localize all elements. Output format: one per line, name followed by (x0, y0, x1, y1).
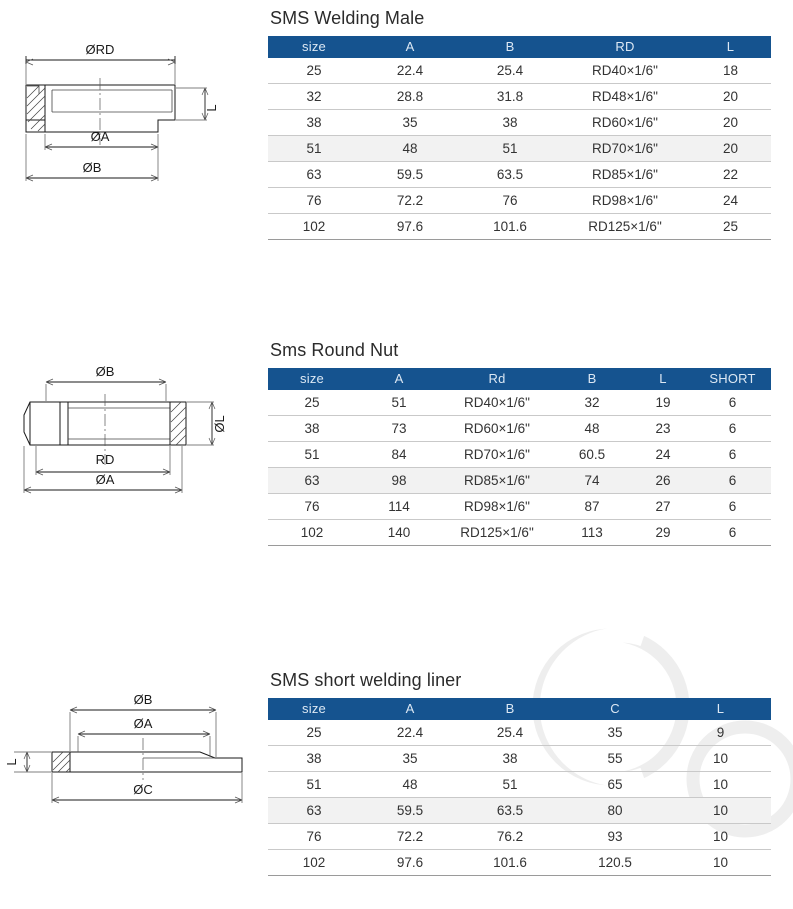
cell-a: 140 (356, 520, 442, 546)
col-size: size (268, 368, 356, 390)
cell-size: 51 (268, 772, 360, 798)
cell-size: 25 (268, 58, 360, 84)
section-sms-short-welding-liner (268, 670, 771, 876)
cell-a: 84 (356, 442, 442, 468)
cell-b: 60.5 (552, 442, 632, 468)
cell-l: 20 (690, 84, 771, 110)
label-a: ØA (133, 716, 153, 731)
cell-a: 72.2 (360, 824, 460, 850)
col-size: size (268, 36, 360, 58)
table-row (268, 442, 771, 468)
cell-l: 18 (690, 58, 771, 84)
cell-l: 25 (690, 214, 771, 240)
table-row (268, 746, 771, 772)
cell-l: 10 (670, 772, 771, 798)
cell-b: 25.4 (460, 58, 560, 84)
cell-a: 72.2 (360, 188, 460, 214)
col-c: C (560, 698, 670, 720)
cell-short: 6 (694, 416, 771, 442)
cell-short: 6 (694, 468, 771, 494)
cell-a: 97.6 (360, 850, 460, 876)
cell-c: 65 (560, 772, 670, 798)
cell-a: 114 (356, 494, 442, 520)
cell-l: 22 (690, 162, 771, 188)
table-row (268, 798, 771, 824)
cell-a: 48 (360, 136, 460, 162)
label-l: L (4, 758, 19, 766)
table-row (268, 850, 771, 876)
col-size: size (268, 698, 360, 720)
cell-a: 22.4 (360, 720, 460, 746)
cell-c: 80 (560, 798, 670, 824)
label-c: ØC (133, 782, 153, 797)
cell-a: 97.6 (360, 214, 460, 240)
col-a: A (360, 36, 460, 58)
cell-b: 31.8 (460, 84, 560, 110)
label-rd: ØRD (85, 42, 115, 57)
cell-a: 98 (356, 468, 442, 494)
cell-rd: RD40×1/6" (442, 390, 552, 416)
cell-rd: RD85×1/6" (442, 468, 552, 494)
page-title-welding-male: SMS Welding Male (270, 8, 425, 28)
cell-l: 27 (632, 494, 694, 520)
col-l: L (632, 368, 694, 390)
table-sms-short-welding-liner (268, 698, 771, 876)
label-a: ØA (95, 472, 115, 487)
table-sms-welding-male (268, 36, 771, 240)
cell-b: 51 (460, 136, 560, 162)
col-rd: RD (560, 36, 690, 58)
label-b: ØB (95, 364, 115, 379)
table-row (268, 520, 771, 546)
page-title-short-welding-liner: SMS short welding liner (270, 670, 462, 690)
cell-b: 101.6 (460, 214, 560, 240)
cell-rd: RD60×1/6" (442, 416, 552, 442)
cell-rd: RD98×1/6" (560, 188, 690, 214)
table-row (268, 494, 771, 520)
cell-rd: RD85×1/6" (560, 162, 690, 188)
cell-l: 23 (632, 416, 694, 442)
table-row (268, 162, 771, 188)
cell-size: 63 (268, 798, 360, 824)
cell-rd: RD125×1/6" (560, 214, 690, 240)
cell-a: 51 (356, 390, 442, 416)
cell-size: 51 (268, 136, 360, 162)
table-header-row (268, 36, 771, 58)
col-b: B (460, 36, 560, 58)
cell-l: 20 (690, 136, 771, 162)
cell-a: 22.4 (360, 58, 460, 84)
cell-rd: RD60×1/6" (560, 110, 690, 136)
label-rd: RD (95, 452, 115, 467)
cell-l: 29 (632, 520, 694, 546)
table-row (268, 720, 771, 746)
col-b: B (552, 368, 632, 390)
drawing-short-welding-liner (0, 680, 262, 815)
cell-size: 25 (268, 720, 360, 746)
cell-a: 35 (360, 746, 460, 772)
cell-l: 26 (632, 468, 694, 494)
col-b: B (460, 698, 560, 720)
cell-a: 59.5 (360, 798, 460, 824)
cell-size: 38 (268, 416, 356, 442)
cell-rd: RD98×1/6" (442, 494, 552, 520)
col-rd: Rd (442, 368, 552, 390)
cell-a: 73 (356, 416, 442, 442)
cell-size: 32 (268, 84, 360, 110)
cell-short: 6 (694, 442, 771, 468)
cell-b: 76.2 (460, 824, 560, 850)
cell-rd: RD70×1/6" (560, 136, 690, 162)
cell-size: 76 (268, 188, 360, 214)
cell-l: 10 (670, 746, 771, 772)
cell-size: 76 (268, 824, 360, 850)
drawing-round-nut (0, 360, 262, 530)
cell-size: 76 (268, 494, 356, 520)
cell-size: 102 (268, 520, 356, 546)
cell-size: 51 (268, 442, 356, 468)
cell-b: 101.6 (460, 850, 560, 876)
cell-b: 63.5 (460, 798, 560, 824)
cell-l: 10 (670, 824, 771, 850)
table-sms-round-nut (268, 368, 771, 546)
label-a: ØA (90, 129, 110, 144)
cell-b: 51 (460, 772, 560, 798)
cell-a: 48 (360, 772, 460, 798)
cell-b: 63.5 (460, 162, 560, 188)
col-a: A (356, 368, 442, 390)
cell-short: 6 (694, 520, 771, 546)
cell-short: 6 (694, 494, 771, 520)
cell-l: 10 (670, 850, 771, 876)
cell-b: 48 (552, 416, 632, 442)
cell-size: 25 (268, 390, 356, 416)
cell-c: 93 (560, 824, 670, 850)
table-row (268, 772, 771, 798)
label-b: ØB (133, 692, 153, 707)
cell-size: 63 (268, 468, 356, 494)
table-row (268, 468, 771, 494)
cell-l: 9 (670, 720, 771, 746)
col-short: SHORT (694, 368, 771, 390)
cell-l: 24 (632, 442, 694, 468)
table-row (268, 390, 771, 416)
cell-l: 10 (670, 798, 771, 824)
table-row (268, 110, 771, 136)
cell-size: 63 (268, 162, 360, 188)
cell-c: 120.5 (560, 850, 670, 876)
page-title-round-nut: Sms Round Nut (270, 340, 399, 360)
cell-rd: RD70×1/6" (442, 442, 552, 468)
cell-b: 38 (460, 110, 560, 136)
cell-c: 55 (560, 746, 670, 772)
table-row (268, 84, 771, 110)
table-row (268, 136, 771, 162)
cell-b: 76 (460, 188, 560, 214)
cell-l: 19 (632, 390, 694, 416)
cell-a: 35 (360, 110, 460, 136)
cell-b: 38 (460, 746, 560, 772)
label-b: ØB (82, 160, 102, 175)
col-a: A (360, 698, 460, 720)
cell-b: 25.4 (460, 720, 560, 746)
table-row (268, 58, 771, 84)
col-l: L (690, 36, 771, 58)
table-header-row (268, 698, 771, 720)
cell-b: 74 (552, 468, 632, 494)
cell-size: 38 (268, 110, 360, 136)
cell-c: 35 (560, 720, 670, 746)
cell-short: 6 (694, 390, 771, 416)
cell-l: 20 (690, 110, 771, 136)
cell-l: 24 (690, 188, 771, 214)
label-l-diameter: ØL (212, 415, 227, 433)
table-row (268, 214, 771, 240)
label-l: L (204, 104, 219, 112)
section-sms-welding-male (268, 8, 771, 240)
table-row (268, 188, 771, 214)
cell-a: 59.5 (360, 162, 460, 188)
section-sms-round-nut (268, 340, 771, 546)
cell-a: 28.8 (360, 84, 460, 110)
cell-size: 102 (268, 214, 360, 240)
cell-size: 102 (268, 850, 360, 876)
drawing-welding-male (0, 10, 262, 220)
cell-b: 87 (552, 494, 632, 520)
table-row (268, 416, 771, 442)
table-row (268, 824, 771, 850)
cell-b: 32 (552, 390, 632, 416)
cell-size: 38 (268, 746, 360, 772)
cell-b: 113 (552, 520, 632, 546)
table-header-row (268, 368, 771, 390)
cell-rd: RD125×1/6" (442, 520, 552, 546)
cell-rd: RD48×1/6" (560, 84, 690, 110)
col-l: L (670, 698, 771, 720)
cell-rd: RD40×1/6" (560, 58, 690, 84)
